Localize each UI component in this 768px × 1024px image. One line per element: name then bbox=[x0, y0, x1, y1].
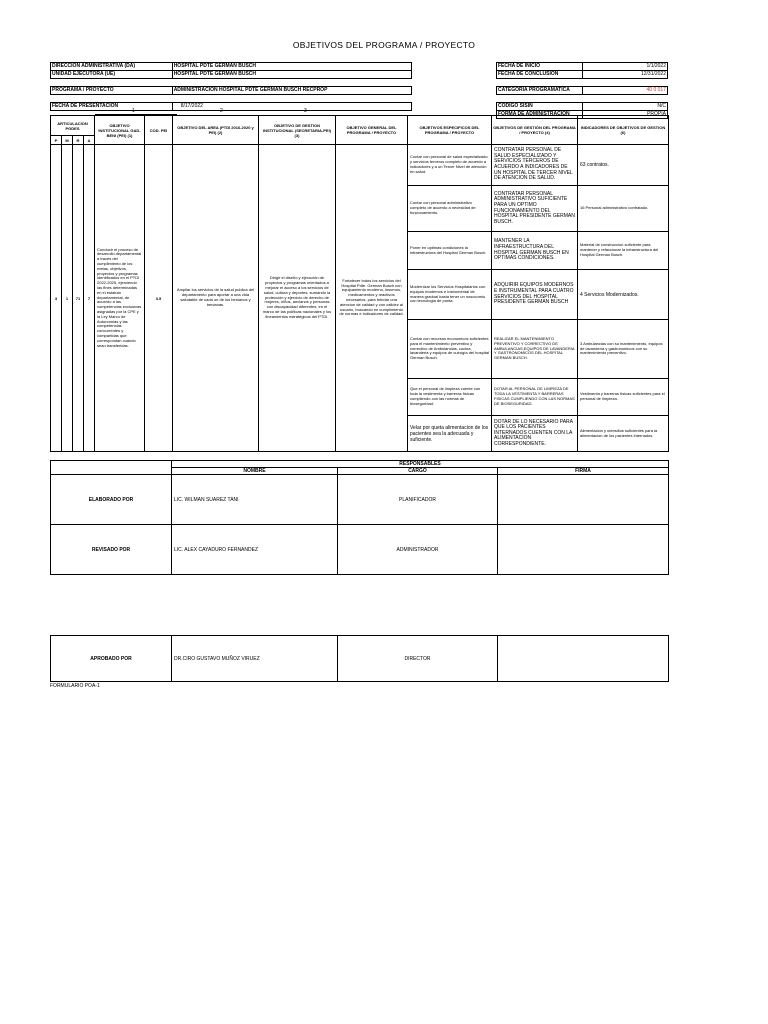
cod-pei: 3.5 bbox=[145, 145, 173, 452]
header-row-programa bbox=[51, 87, 412, 95]
revisado-firma bbox=[498, 525, 669, 575]
header-value: ADMINISTRACIÓN HOSPITAL PDTE GERMAN BUSCH RECPROP bbox=[172, 87, 411, 95]
objetivo-general: Fortalecer todos los servicios del Hospital Pdte. German Busch con equipamiento moderno, insumos, medicamentos y reactivos necesarios, para brindar una atencion de calidad y con calidez al usuario, buscando en cumplimiento de normas e indicadores de calidad. bbox=[336, 145, 408, 452]
header-row-sisin bbox=[497, 103, 668, 111]
header-m: M bbox=[62, 136, 73, 145]
header-row-inicio bbox=[497, 63, 668, 71]
header-row-categoria bbox=[497, 87, 668, 95]
revisado-label: REVISADO POR bbox=[51, 525, 172, 575]
objetivo-institucional: Conducir el proceso de desarrollo departamental a través del cumplimiento de los metas, objetivos, proyectos y programas identificados en el PTDI 2022-2025, ejerciendo las fines determinadas en el estatuto departamental, de acuerdo a las competencias exclusivas asignadas por la CPE y la Ley Marco de Autonomías y las competencias concurrentes y compartidas que correspondan cuando sean transferidas. bbox=[95, 145, 145, 452]
header-indicadores: INDICADORES DE OBJETIVOS DE GESTION (6) bbox=[578, 116, 669, 145]
objetivo-especifico: Poner en optimas condiciones la infraestructura del Hospital German Busch. bbox=[408, 232, 492, 270]
revisado-nombre: LIC. ALEX CAYADURO FERNANDEZ bbox=[172, 525, 338, 575]
objetivo-especifico: Modernizar los Servicios Hospitalarios con equipos modernos e instrumental de manera gradual hasta tener un nosocomio con tecnologia de punta. bbox=[408, 270, 492, 320]
header-label: PROGRAMA / PROYECTO bbox=[51, 87, 173, 95]
header-row-spacer bbox=[497, 79, 668, 87]
col-firma: FIRMA bbox=[498, 468, 669, 475]
col-nombre: NOMBRE bbox=[172, 468, 338, 475]
objetivo-especifico: Velar por queta alimentacion de los pacientes sea la adecuada y suficiente. bbox=[408, 416, 492, 452]
header-value: HOSPITAL PDTE GERMAN BUSCH bbox=[172, 63, 411, 71]
header-left-table bbox=[50, 62, 412, 111]
responsables-table bbox=[50, 460, 669, 575]
column-number-3: 3 bbox=[304, 108, 307, 114]
objetivo-gestion: MANTENER LA INFRAESTRUCTURA DEL HOSPITAL GERMAN BUSCH EN OPTIMAS CONDICIONES. bbox=[492, 232, 578, 270]
revisado-cargo: ADMINISTRADOR bbox=[338, 525, 498, 575]
header-label: FORMA DE ADMINISTRACION bbox=[497, 111, 583, 119]
objetivo-area: Ampliar los servicios de la salud publica del departamento para aportar a una vida saludable de cada un de los benianos y benianas. bbox=[173, 145, 259, 452]
objectives-table bbox=[50, 115, 669, 452]
header-row-fecha bbox=[51, 103, 412, 111]
header-value: HOSPITAL PDTE GERMAN BUSCH bbox=[172, 71, 411, 79]
header-articulacion: ARTICULACION PGDES bbox=[51, 116, 95, 136]
objetivo-gestion: DOTAR AL PERSONAL DE LIMPIEZA DE TODA LA VESTIMENTA Y BARRERAS FISICAS CUMPLIENDO CON LAS NORMAS DE BIOSEGURIDAD. bbox=[492, 379, 578, 416]
articulation-a: 7 bbox=[84, 145, 95, 452]
header-label: DIRECCION ADMINISTRATIVA (DA) bbox=[51, 63, 173, 71]
indicador: Alimentacion y utensilios suficientes para la alimentacion de los pacientes internados. bbox=[578, 416, 669, 452]
header-value: 1/1/2022 bbox=[582, 63, 667, 71]
elaborado-cargo: PLANIFICADOR bbox=[338, 475, 498, 525]
header-obj-institucional: OBJETIVO INSTITUCIONAL GAD-BENI (PEI) (1) bbox=[95, 116, 145, 145]
aprobado-table bbox=[50, 635, 669, 682]
form-code: FORMULARIO POA-1 bbox=[50, 683, 100, 689]
elaborado-firma bbox=[498, 475, 669, 525]
indicador: 16 Personal administrativo contratado. bbox=[578, 186, 669, 232]
elaborado-row bbox=[51, 475, 669, 525]
objetivo-gestion-inst: Dirigir el diseño y ejecución de proyectos y programas orientados a mejorar el acceso a los servicios de salud, cultura y deportes, sumando la protección y ejercicio de derecho de mujeres, niños, ancianos y personas con discapacidad diferentes, en el marco de las políticas nacionales y los lineamientos estratégicos del PTDI. bbox=[259, 145, 336, 452]
articulation-r: 71 bbox=[73, 145, 84, 452]
indicador: Vestimenta y barreras físicas suficientes para el personal de limpieza. bbox=[578, 379, 669, 416]
indicador: 3 Ambulancias con su mantenimiento, equipos de lavandería y gastronomicos con su mantenimiento preventivo. bbox=[578, 320, 669, 379]
header-obj-general: OBJETIVO GENERAL DEL PROGRAMA / PROYECTO bbox=[336, 116, 408, 145]
header-row-spacer bbox=[51, 95, 412, 103]
objetivo-especifico: Contar con personal administrativo completo de acuerdo a necesidad de funcionamiento. bbox=[408, 186, 492, 232]
aprobado-firma bbox=[498, 636, 669, 682]
revisado-row bbox=[51, 525, 669, 575]
header-label: CATEGORIA PROGRAMATICA bbox=[497, 87, 583, 95]
header-cod-pei: COD. PEI bbox=[145, 116, 173, 145]
aprobado-row bbox=[51, 636, 669, 682]
indicador: Material de construccion suficiente para mantener y refaccionar la infraestructura del Hospital German Busch. bbox=[578, 232, 669, 270]
header-label: FECHA DE CONCLUSION bbox=[497, 71, 583, 79]
header-a: A bbox=[84, 136, 95, 145]
header-label: FECHA DE INICIO bbox=[497, 63, 583, 71]
objetivo-gestion: ADQUIRIR EQUIPOS MODERNOS E INSTRUMENTAL PARA CUATRO SERVICIOS DEL HOSPITAL PRESIDENTE GERMAN BUSCH bbox=[492, 270, 578, 320]
header-right-table bbox=[496, 62, 668, 119]
header-value: PROPIA bbox=[582, 111, 667, 119]
aprobado-cargo: DIRECTOR bbox=[338, 636, 498, 682]
header-label: CODIGO SISIN bbox=[497, 103, 583, 111]
header-label: FECHA DE PRESENTACION bbox=[51, 103, 173, 111]
elaborado-label: ELABORADO POR bbox=[51, 475, 172, 525]
header-obj-especificos: OBJETIVOS ESPECIFICOS DEL PROGRAMA / PROYECTO bbox=[408, 116, 492, 145]
header-value: 12/31/2022 bbox=[582, 71, 667, 79]
col-cargo: CARGO bbox=[338, 468, 498, 475]
objetivo-especifico: Contar con personal de salud especializado y servicios terceros completo de acuerdo a indicadores y a un Tercer Nivel de atención en salud. bbox=[408, 145, 492, 186]
objetivo-especifico: Que el personal de limpieza cuente con toda la vestimenta y barreras físicas cumpliendo con las normas de bioseguridad. bbox=[408, 379, 492, 416]
header-row-spacer bbox=[51, 79, 412, 87]
indicador: 63 contratos. bbox=[578, 145, 669, 186]
objetivo-gestion: CONTRATAR PERSONAL DE SALUD ESPECIALIZADO Y SERVICIOS TERCEROS DE ACUERDO A INDICADORES DE UN HOSPITAL DE TERCER NIVEL DE ATENCION DE SALUD. bbox=[492, 145, 578, 186]
column-number-2: 2 bbox=[220, 108, 223, 114]
aprobado-nombre: DR.CIRO GUSTAVO MUÑOZ VIRUEZ bbox=[172, 636, 338, 682]
page-title: OBJETIVOS DEL PROGRAMA / PROYECTO bbox=[292, 40, 476, 50]
aprobado-label: APROBADO POR bbox=[51, 636, 172, 682]
header-row-da bbox=[51, 63, 412, 71]
header-value: N/C bbox=[582, 103, 667, 111]
articulation-p: 3 bbox=[51, 145, 62, 452]
responsables-title: RESPONSABLES bbox=[172, 461, 669, 468]
objetivo-gestion: DOTAR DE LO NECESARIO PARA QUE LOS PACIENTES INTERNADOS CUENTEN CON LA ALIMENTACION CORRESPONDIENTE. bbox=[492, 416, 578, 452]
header-label: UNIDAD EJECUTORA (UE) bbox=[51, 71, 173, 79]
indicador: 4 Servicios Modernizados. bbox=[578, 270, 669, 320]
objetivo-especifico: Contar con recursos economicos suficientes para el mantenimiento preventivo y correctivo de Ambulancias, cocina, lavanderia y equipos de cuirugía del hospital German Busch. bbox=[408, 320, 492, 379]
header-row-spacer bbox=[497, 95, 668, 103]
header-value: 8/17/2022 bbox=[172, 103, 411, 111]
articulation-m: 1 bbox=[62, 145, 73, 452]
elaborado-nombre: LIC. WILMAN SUAREZ TANI bbox=[172, 475, 338, 525]
header-row-conclusion bbox=[497, 71, 668, 79]
header-r: R bbox=[73, 136, 84, 145]
objetivo-gestion: CONTRATAR PERSONAL ADMINISTRATIVO SUFICIENTE PARA UN OPTIMO FUNCIONAMIENTO DEL HOSPITAL PRESIDENTE GERMAN BUSCH. bbox=[492, 186, 578, 232]
header-row-ue bbox=[51, 71, 412, 79]
header-obj-gestion-prog: OBJETIVOS DE GESTIÓN DEL PROGRAMA / PROYECTO (4) bbox=[492, 116, 578, 145]
header-obj-area: OBJETIVO DEL AREA (PTDI 2016-2020 y PEI) (2) bbox=[173, 116, 259, 145]
header-p: P bbox=[51, 136, 62, 145]
objetivo-gestion: REALIZAR EL MANTENIMIENTO PREVENTIVO Y CORRECTIVO DE AMBULANCIAS,EQUIPOS DE LAVANDERIA Y GASTRONOMICOS DEL HOSPITAL GERMAN BUSCH. bbox=[492, 320, 578, 379]
header-value: 40 0 017 bbox=[582, 87, 667, 95]
column-number-1: 1 bbox=[132, 108, 135, 114]
header-obj-gestion-inst: OBJETIVO DE GESTION INSTITUCIONAL (SECRETARIA-PEI) (3) bbox=[259, 116, 336, 145]
